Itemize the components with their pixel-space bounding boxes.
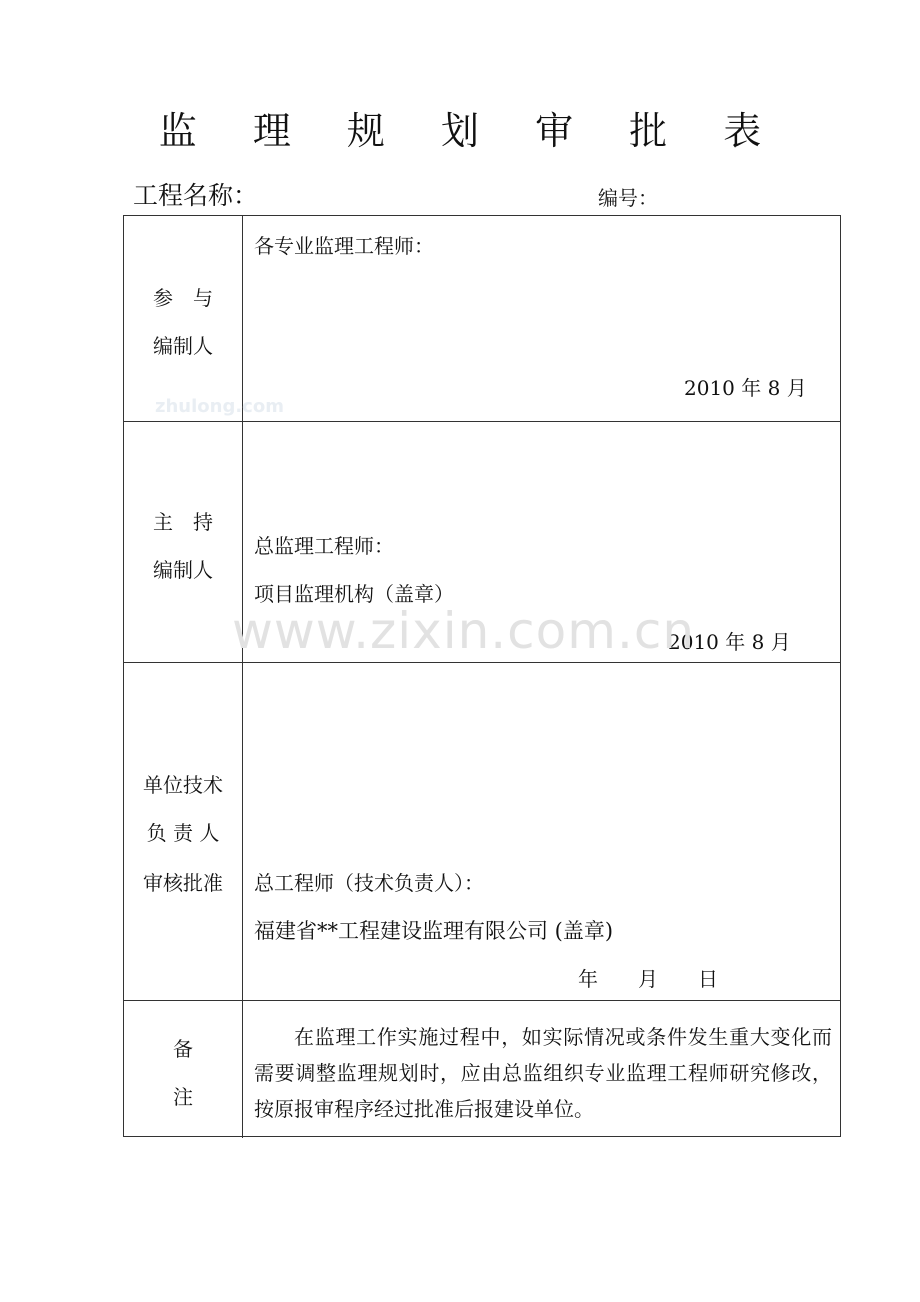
label-line: 参 与: [153, 286, 213, 310]
label-line: 负 责 人: [146, 821, 220, 845]
chief-engineer-label: 总监理工程师：: [254, 534, 394, 558]
project-office-seal-label: 项目监理机构（盖章）: [254, 582, 454, 606]
row-technical-approval: [124, 663, 840, 1001]
project-name-label: 工程名称：: [133, 181, 259, 210]
label-participants: [124, 216, 242, 421]
label-line: 主 持: [153, 510, 213, 534]
column-divider: [242, 663, 243, 1000]
column-divider: [242, 1001, 243, 1138]
technical-director-label: 总工程师（技术负责人）：: [254, 871, 484, 895]
label-chief: [124, 422, 242, 662]
company-seal-label: 福建省**工程建设监理有限公司 (盖章): [254, 919, 614, 943]
specialist-engineers-label: 各专业监理工程师：: [254, 234, 434, 258]
participants-date: 2010 年 8 月: [684, 376, 807, 400]
watermark-zixin: www.zixin.com.cn: [232, 602, 696, 660]
label-line: 备: [173, 1037, 193, 1061]
label-line: 单位技术: [143, 773, 223, 797]
label-remarks: [124, 1001, 242, 1138]
label-line: 编制人: [153, 334, 213, 358]
watermark-zhulong: zhulong.com: [155, 396, 284, 417]
label-technical-approval: [124, 663, 242, 1000]
label-line: 编制人: [153, 558, 213, 582]
column-divider: [242, 216, 243, 421]
page-title: 监 理 规 划 审 批 表: [158, 109, 784, 153]
approval-date: 年 月 日: [578, 967, 718, 991]
chief-date: 2010 年 8 月: [668, 630, 791, 654]
row-remarks: [124, 1001, 840, 1138]
remarks-text: 在监理工作实施过程中，如实际情况或条件发生重大变化而需要调整监理规划时，应由总监组织专业监理工程师研究修改，按原报审程序经过批准后报建设单位。: [254, 1025, 832, 1121]
label-line: 审核批准: [143, 871, 223, 895]
approval-form-table: [123, 215, 841, 1137]
row-participants: [124, 216, 840, 422]
number-label: 编号：: [598, 186, 658, 210]
label-line: 注: [173, 1085, 193, 1109]
